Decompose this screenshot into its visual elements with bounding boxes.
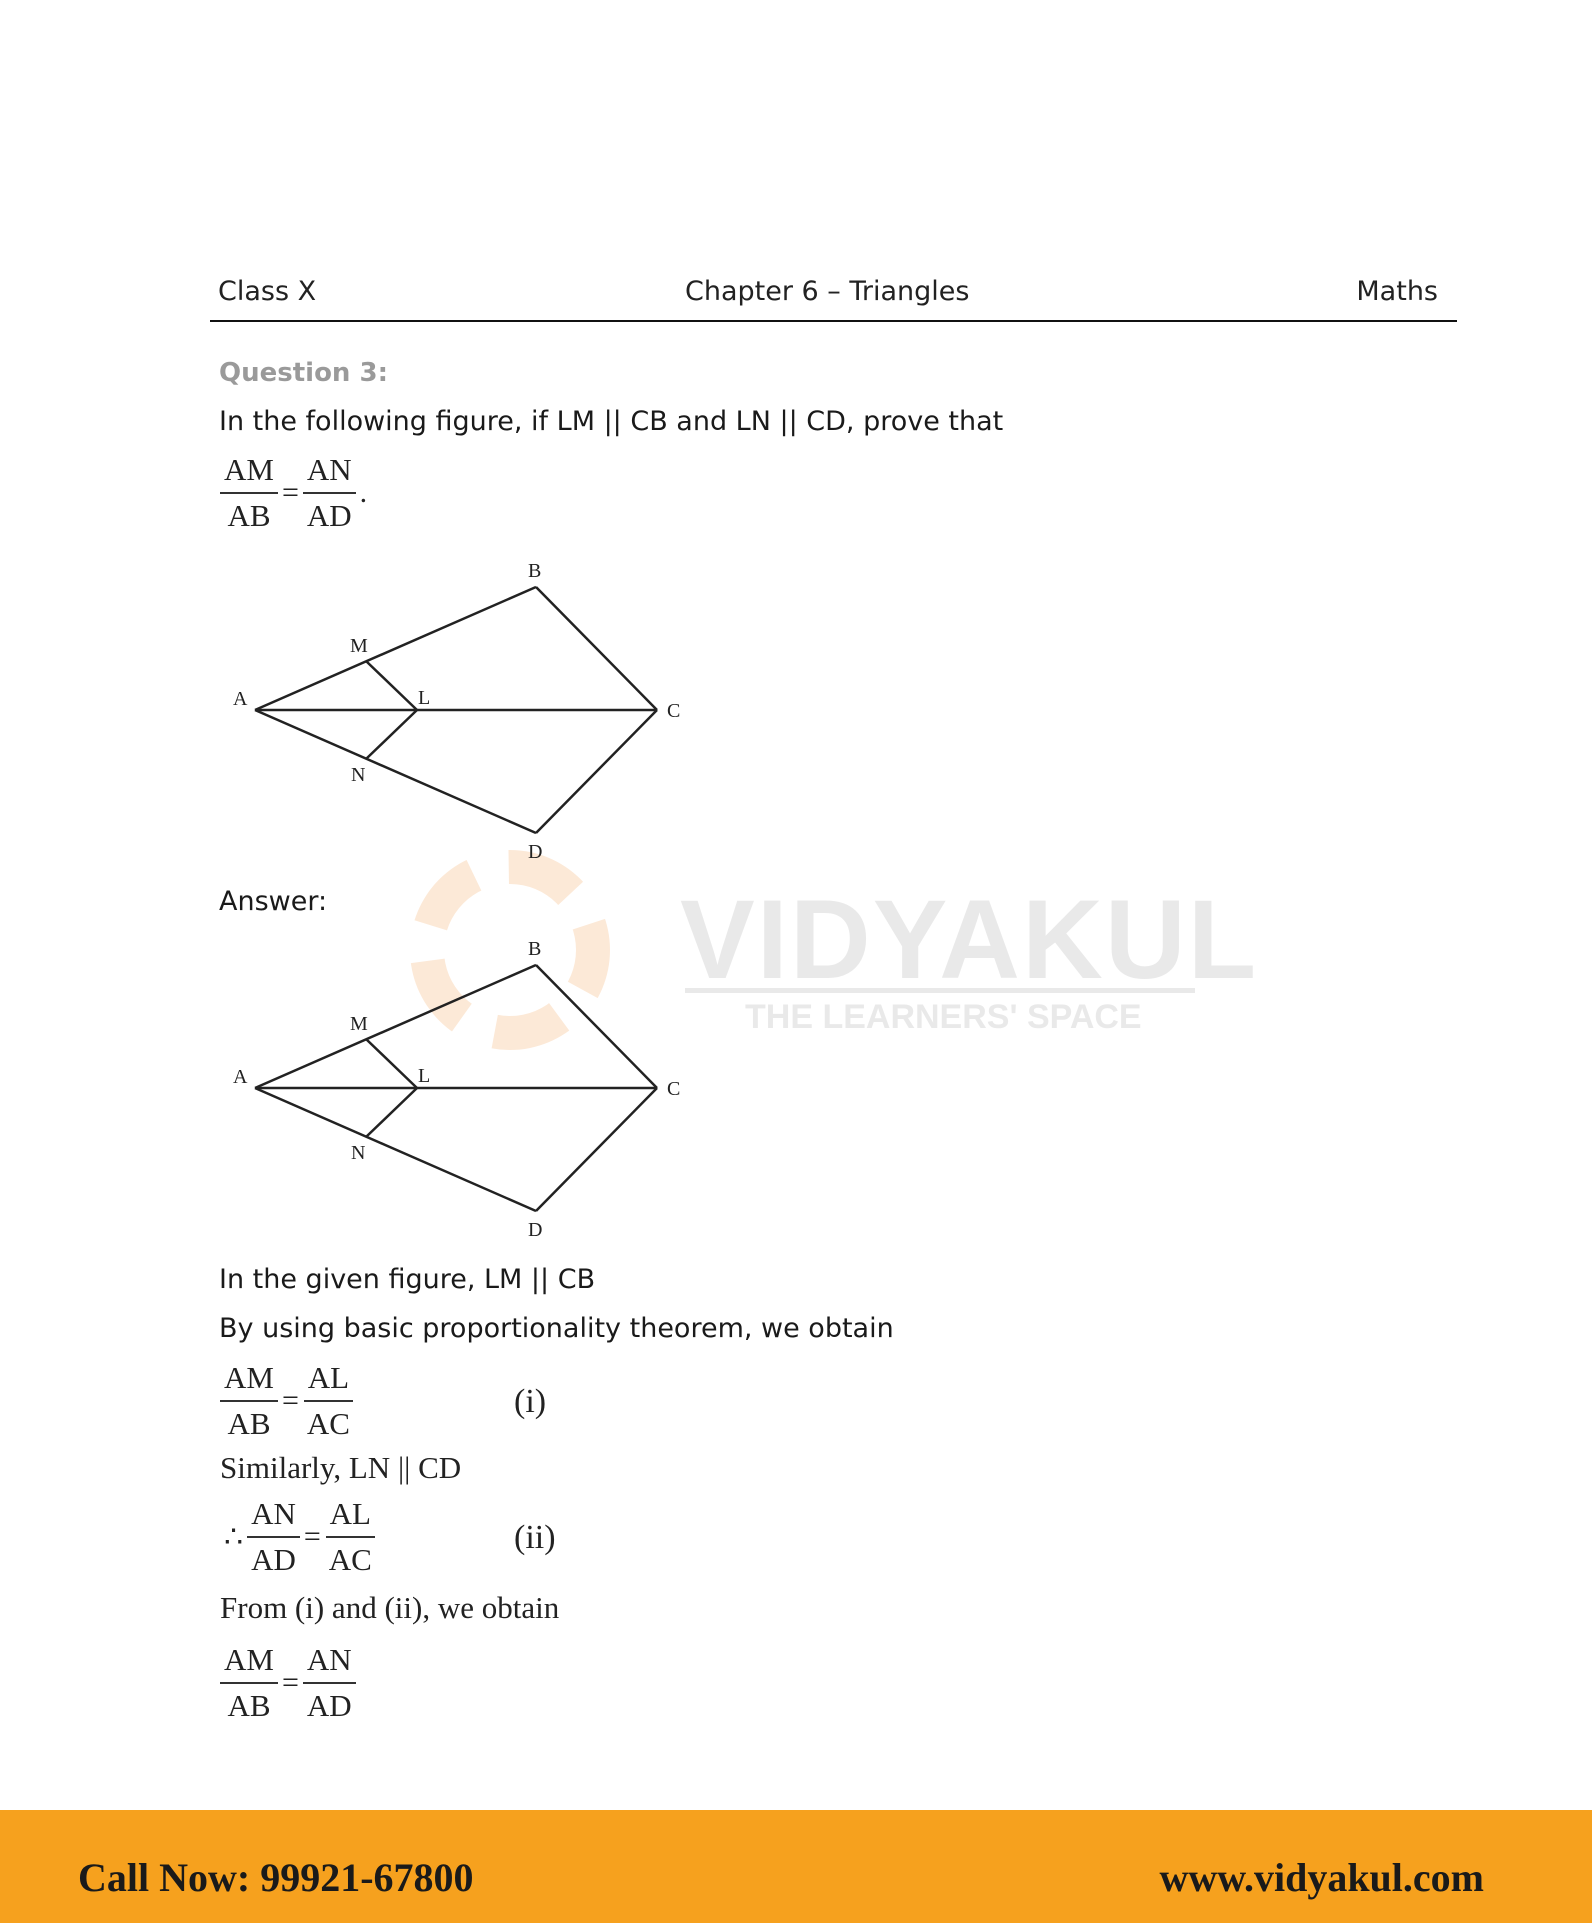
footer-banner bbox=[0, 1810, 1592, 1923]
question-text: In the following figure, if LM || CB and LN || CD, prove that bbox=[219, 406, 1004, 437]
label-l: L bbox=[418, 1065, 431, 1087]
header-subject: Maths bbox=[1356, 276, 1438, 307]
header-divider bbox=[210, 320, 1457, 322]
segment-ad bbox=[255, 1088, 536, 1211]
header-class: Class X bbox=[218, 276, 317, 307]
label-b: B bbox=[528, 560, 542, 582]
label-c: C bbox=[667, 700, 681, 722]
fraction: $\frac{AL}{AC}$ bbox=[325, 1496, 376, 1578]
equation-1-tag: (i) bbox=[514, 1383, 547, 1420]
fraction: $\frac{AL}{AC}$ bbox=[303, 1360, 354, 1442]
from-line: From (i) and (ii), we obtain bbox=[220, 1590, 560, 1625]
equation-3: $\frac{AM}{AB}$ = $\frac{AN}{AD}$ bbox=[220, 1642, 356, 1724]
answer-label: Answer: bbox=[219, 886, 328, 917]
watermark-subtitle: THE LEARNERS' SPACE bbox=[745, 998, 1142, 1036]
label-b: B bbox=[528, 938, 542, 960]
segment-ab bbox=[255, 965, 536, 1088]
label-d: D bbox=[528, 1219, 543, 1241]
website-link[interactable]: www.vidyakul.com bbox=[1159, 1855, 1484, 1900]
fraction: $\frac{AN}{AD}$ bbox=[303, 452, 356, 534]
label-n: N bbox=[351, 1142, 366, 1164]
segment-ab bbox=[255, 587, 536, 710]
segment-ml bbox=[366, 661, 417, 710]
segment-dc bbox=[536, 1088, 657, 1211]
segment-nl bbox=[366, 710, 417, 759]
question-heading: Question 3: bbox=[219, 358, 388, 388]
segment-dc bbox=[536, 710, 657, 833]
fraction: $\frac{AN}{AD}$ bbox=[247, 1496, 300, 1578]
answer-line-1: In the given figure, LM || CB bbox=[219, 1264, 596, 1295]
label-l: L bbox=[418, 687, 431, 709]
fraction: $\frac{AM}{AB}$ bbox=[220, 1360, 278, 1442]
triangle-figure-question bbox=[225, 555, 695, 865]
call-now-text: Call Now: 99921-67800 bbox=[78, 1855, 474, 1900]
label-m: M bbox=[350, 635, 368, 657]
equation-2: ∴ $\frac{AN}{AD}$ = $\frac{AL}{AC}$ bbox=[220, 1496, 376, 1578]
equation-2-tag: (ii) bbox=[514, 1519, 556, 1556]
label-a: A bbox=[233, 1066, 248, 1088]
label-a: A bbox=[233, 688, 248, 710]
label-m: M bbox=[350, 1013, 368, 1035]
segment-bc bbox=[536, 587, 657, 710]
label-n: N bbox=[351, 764, 366, 786]
fraction: $\frac{AM}{AB}$ bbox=[220, 452, 278, 534]
header-chapter: Chapter 6 – Triangles bbox=[685, 276, 970, 307]
segment-bc bbox=[536, 965, 657, 1088]
triangle-figure-answer bbox=[225, 933, 695, 1243]
answer-line-2: By using basic proportionality theorem, we obtain bbox=[219, 1313, 894, 1344]
similarly-line: Similarly, LN || CD bbox=[220, 1450, 462, 1485]
segment-nl bbox=[366, 1088, 417, 1137]
goal-equation: $\frac{AM}{AB}$ = $\frac{AN}{AD}$ . bbox=[220, 452, 371, 534]
watermark-divider bbox=[685, 988, 1195, 993]
segment-ad bbox=[255, 710, 536, 833]
equation-1: $\frac{AM}{AB}$ = $\frac{AL}{AC}$ bbox=[220, 1360, 354, 1442]
fraction: $\frac{AM}{AB}$ bbox=[220, 1642, 278, 1724]
label-c: C bbox=[667, 1078, 681, 1100]
watermark-title: VIDYAKUL bbox=[680, 877, 1259, 1002]
label-d: D bbox=[528, 841, 543, 863]
segment-ml bbox=[366, 1039, 417, 1088]
fraction: $\frac{AN}{AD}$ bbox=[303, 1642, 356, 1724]
